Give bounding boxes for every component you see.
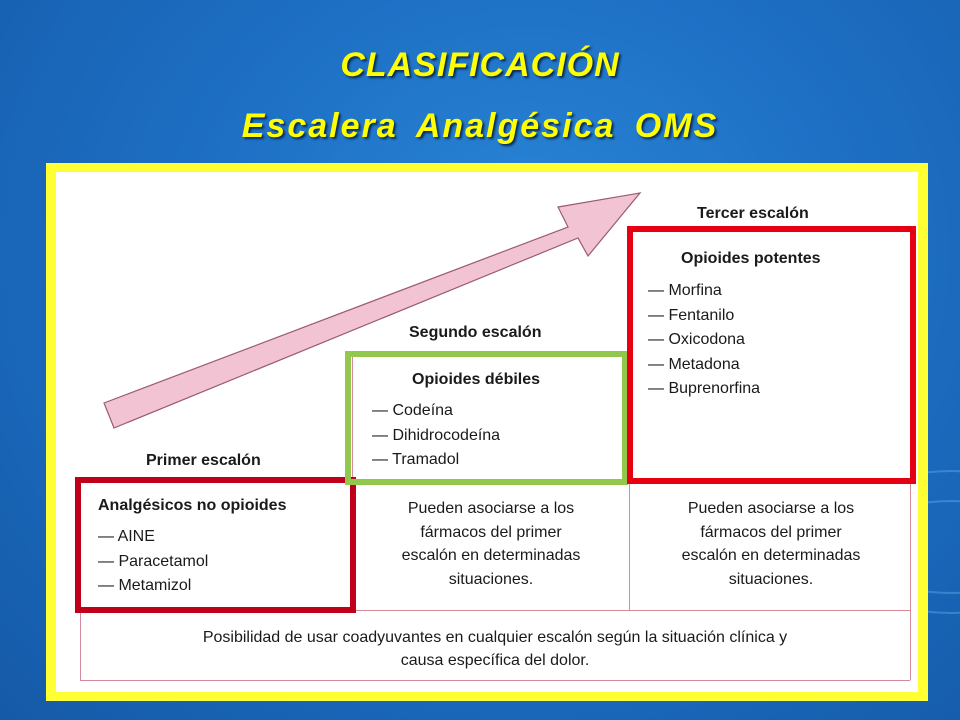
- note-line: escalón en determinadas: [401, 547, 581, 564]
- list-item: — Dihidrocodeína: [372, 424, 500, 449]
- note-line: escalón en determinadas: [681, 547, 861, 564]
- second-step-note: [356, 497, 626, 591]
- third-step-highlight-box: [627, 226, 916, 484]
- list-item: — Buprenorfina: [648, 377, 760, 402]
- list-item: — Paracetamol: [98, 550, 208, 575]
- coadjuvant-note: [82, 626, 908, 672]
- note-line: Pueden asociarse a los: [407, 500, 575, 517]
- second-group-title: Opioides débiles: [412, 371, 541, 388]
- note-line: Posibilidad de usar coadyuvantes en cualquier escalón según la situación clínica y: [202, 629, 788, 646]
- list-item: — AINE: [98, 525, 208, 550]
- third-step-heading: Tercer escalón: [697, 205, 809, 222]
- list-item: — Morfina: [648, 279, 760, 304]
- slide-title: CLASIFICACIÓN: [340, 46, 620, 84]
- note-line: fármacos del primer: [700, 523, 842, 541]
- note-line: situaciones.: [728, 570, 814, 588]
- note-line: causa específica del dolor.: [400, 652, 590, 669]
- list-item: — Codeína: [372, 399, 500, 424]
- list-item: — Fentanilo: [648, 304, 760, 329]
- second-step-highlight-box: [345, 351, 628, 485]
- list-item: — Metamizol: [98, 574, 208, 599]
- list-item: — Metadona: [648, 353, 760, 378]
- third-step-note: [634, 497, 908, 591]
- first-group-title: Analgésicos no opioides: [98, 497, 287, 514]
- second-step-heading: Segundo escalón: [409, 324, 542, 341]
- note-line: Pueden asociarse a los: [687, 500, 855, 517]
- list-item: — Tramadol: [372, 448, 500, 473]
- table-line: [629, 481, 630, 610]
- table-line: [910, 481, 911, 680]
- table-line: [80, 680, 910, 681]
- slide-subtitle: Escalera Analgésica OMS: [241, 107, 719, 145]
- note-line: fármacos del primer: [420, 523, 562, 541]
- first-step-highlight-box: [75, 477, 356, 613]
- first-step-heading: Primer escalón: [146, 452, 261, 469]
- note-line: situaciones.: [448, 570, 534, 588]
- list-item: — Oxicodona: [648, 328, 760, 353]
- third-group-title: Opioides potentes: [681, 250, 821, 267]
